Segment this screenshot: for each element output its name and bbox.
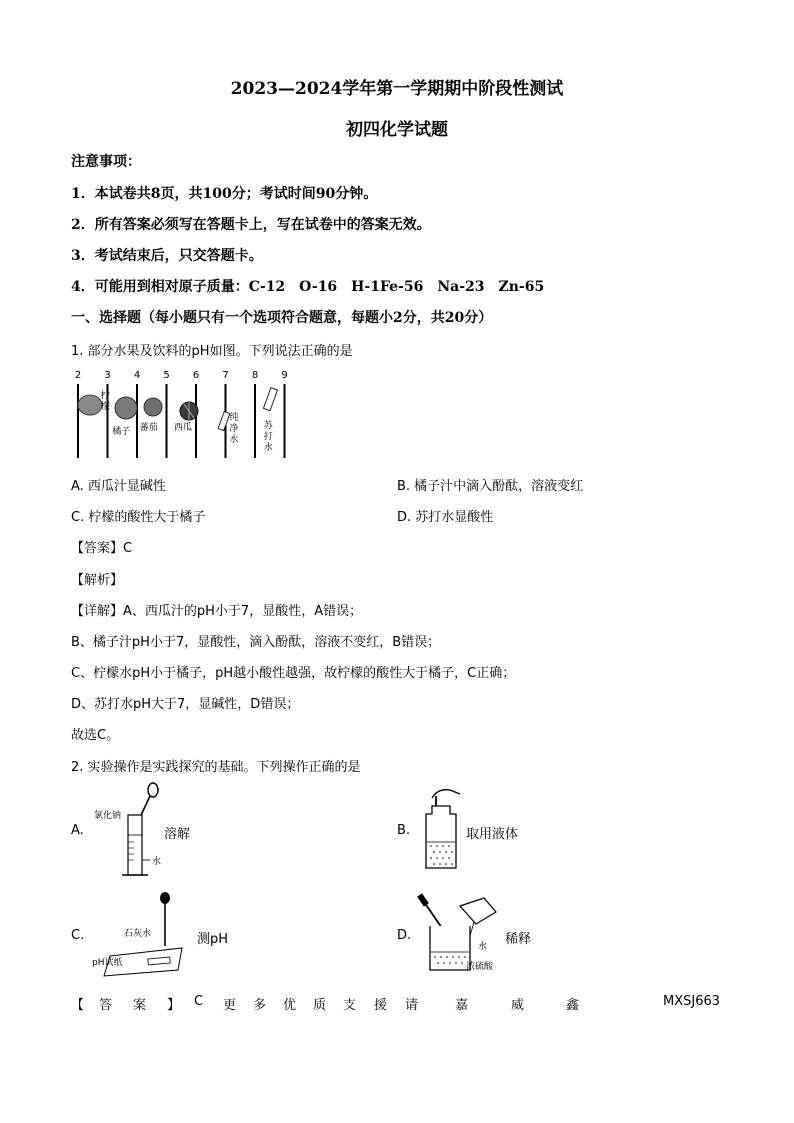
- note-item: 2．所有答案必须写在答题卡上，写在试卷中的答案无效。: [71, 217, 431, 233]
- q2-option-d-letter: D.: [397, 928, 412, 943]
- ph-tick-label: 5: [163, 370, 170, 381]
- ph-scale-figure: [70, 366, 300, 462]
- watermark-code: MXSJ663: [663, 994, 721, 1009]
- bottle-icon: [263, 388, 277, 411]
- label-water: 水: [152, 857, 162, 867]
- pouring-beaker-icon: [460, 898, 496, 924]
- ph-item-label: 橘子: [112, 427, 131, 437]
- q2-option-a-letter: A.: [71, 823, 84, 838]
- footer-char: 】: [167, 998, 181, 1013]
- q2-option-c-letter: C.: [71, 928, 85, 943]
- footer-char: 优: [283, 998, 297, 1013]
- footer-char: 请: [405, 998, 419, 1013]
- footer-char: 援: [374, 998, 388, 1013]
- q1-answer: 【答案】C: [71, 541, 133, 556]
- tomato-icon: [144, 398, 162, 416]
- q2-answer-line: [71, 994, 580, 1014]
- note-item: 3．考试结束后，只交答题卡。: [71, 248, 263, 264]
- label-ph-paper: pH试纸: [92, 958, 123, 968]
- q1-option-b: B. 橘子汁中滴入酚酞，溶液变红: [397, 479, 584, 494]
- dropper-bulb-icon: [160, 892, 170, 904]
- note-item: 1．本试卷共8页，共100分；考试时间90分钟。: [71, 186, 378, 202]
- label-water: 水: [478, 942, 488, 952]
- ph-item-label: 蕃茄: [139, 423, 158, 433]
- footer-char: 威: [511, 998, 525, 1013]
- q1-option-d: D. 苏打水显酸性: [397, 510, 494, 525]
- note-item: 4．可能用到相对原子质量：C-12 O-16 H-1Fe-56 Na-23 Zn-65: [71, 279, 545, 295]
- footer-char: 答: [99, 998, 113, 1013]
- q1-analysis-line: C、柠檬水pH小于橘子，pH越小酸性越强，故柠檬的酸性大于橘子，C正确；: [71, 666, 516, 681]
- orange-icon: [115, 397, 137, 419]
- ph-item-label: 柠檬: [100, 391, 110, 412]
- q1-analysis-line: 【详解】A、西瓜汁的pH小于7，显酸性，A错误；: [71, 604, 363, 619]
- q2-option-b-text: 取用液体: [466, 827, 519, 842]
- footer-char: C: [194, 994, 204, 1009]
- bottle-icon: [218, 412, 230, 431]
- ph-tick-label: 3: [104, 370, 111, 381]
- ph-tick-label: 9: [281, 370, 288, 381]
- spoon-icon: [148, 783, 158, 797]
- q2-option-d-text: 稀释: [505, 932, 532, 947]
- footer-char: 【: [71, 998, 85, 1013]
- take-liquid-figure: [412, 784, 467, 874]
- graduated-cylinder-icon: [128, 815, 142, 875]
- q1-option-a: A. 西瓜汁显碱性: [71, 479, 166, 494]
- exam-subtitle: 初四化学试题: [346, 120, 448, 140]
- q1-analysis-heading: 【解析】: [71, 573, 124, 588]
- label-sodium-chloride: 氯化钠: [94, 811, 122, 821]
- ph-tick-label: 4: [133, 370, 141, 381]
- ph-item-label: 西瓜: [174, 423, 193, 433]
- label-limewater: 石灰水: [124, 929, 152, 939]
- ph-item-label: 苏打水: [263, 421, 273, 453]
- q2-option-b-letter: B.: [397, 823, 411, 838]
- footer-char: 鑫: [566, 998, 580, 1013]
- label-concentrated-sulfuric-acid: 浓硫酸: [466, 962, 494, 972]
- q1-analysis-line: B、橘子汁pH小于7，显酸性，滴入酚酞，溶液不变红，B错误；: [71, 635, 441, 650]
- exam-title: 2023—2024学年第一学期期中阶段性测试: [230, 79, 564, 99]
- question-2-stem: 2. 实验操作是实践探究的基础。下列操作正确的是: [71, 760, 361, 775]
- ph-tick-label: 8: [251, 370, 259, 381]
- ph-tick-label: 7: [222, 370, 229, 381]
- footer-char: 质: [313, 998, 327, 1013]
- lemon-icon: [78, 395, 102, 415]
- footer-char: 嘉: [455, 998, 469, 1013]
- q1-analysis-line: 故选C。: [71, 728, 120, 743]
- q2-option-a-text: 溶解: [164, 827, 191, 842]
- footer-char: 案: [133, 998, 147, 1013]
- ph-tick-label: 2: [74, 370, 82, 381]
- notes-heading: 注意事项：: [71, 154, 141, 170]
- footer-char: 支: [343, 998, 357, 1013]
- q2-option-c-text: 测pH: [197, 932, 229, 947]
- q1-analysis-line: D、苏打水pH大于7，显碱性，D错误；: [71, 697, 300, 712]
- q1-option-c: C. 柠檬的酸性大于橘子: [71, 510, 206, 525]
- ph-item-label: 纯净水: [229, 413, 239, 445]
- ph-tick-label: 6: [192, 370, 200, 381]
- footer-char: 更: [223, 998, 237, 1013]
- section-heading: 一、选择题（每小题只有一个选项符合题意，每题小2分，共20分）: [71, 310, 493, 326]
- question-1-stem: 1. 部分水果及饮料的pH如图。下列说法正确的是: [71, 344, 353, 359]
- footer-char: 多: [253, 998, 267, 1013]
